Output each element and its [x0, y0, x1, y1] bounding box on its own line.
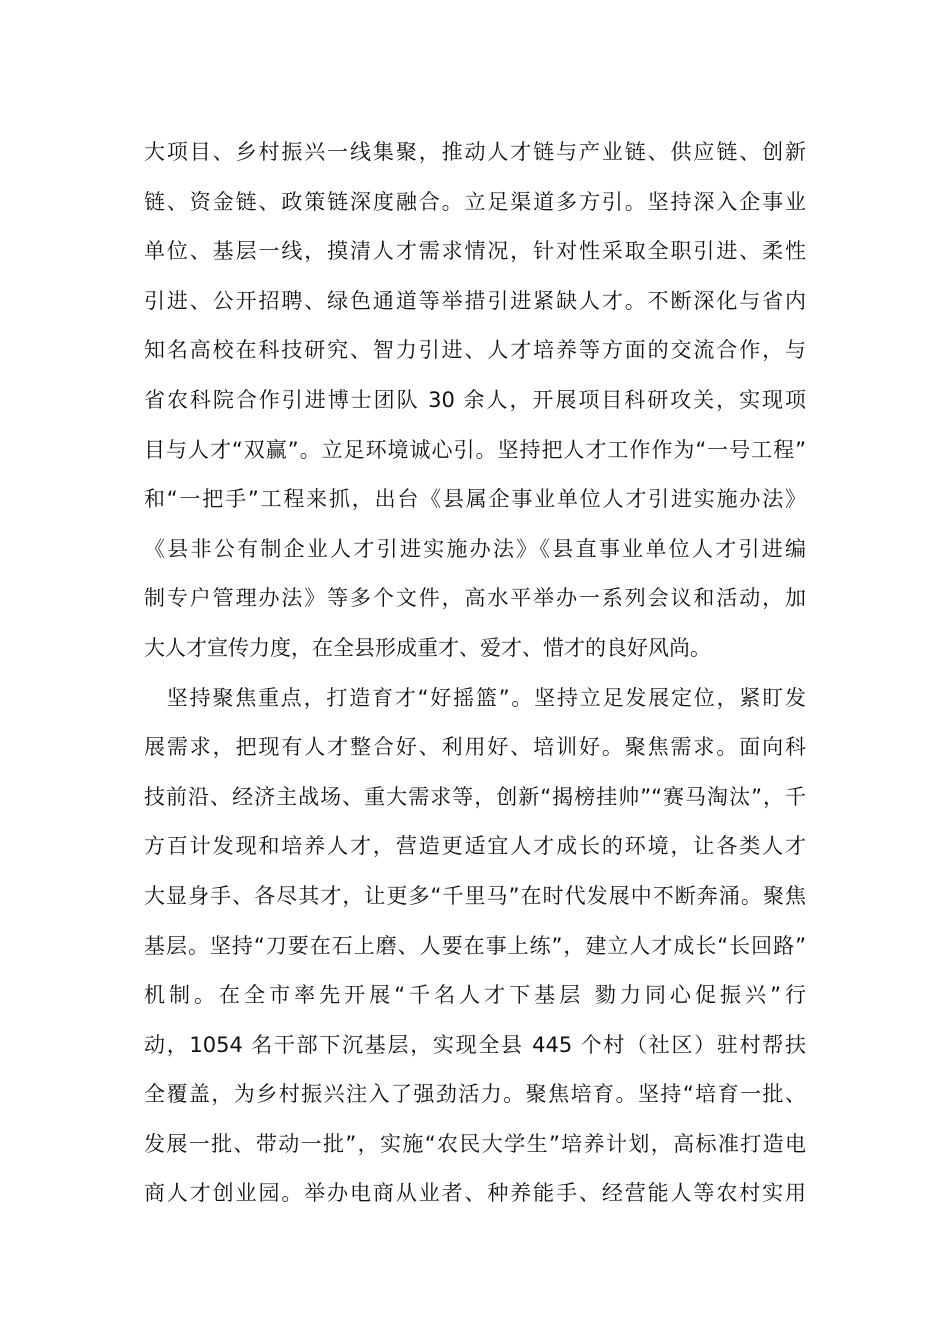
text-line: 和“一把手”工程来抓，出台《县属企事业单位人才引进实施办法》 [144, 487, 806, 512]
text-line: 大显身手、各尽其才，让更多“千里马”在时代发展中不断奔涌。聚焦 [144, 883, 806, 908]
text-line: 单位、基层一线，摸清人才需求情况，针对性采取全职引进、柔性 [144, 239, 806, 264]
text-line: 动，1054 名干部下沉基层，实现全县 445 个村（社区）驻村帮扶 [144, 1032, 806, 1057]
text-line: 发展一批、带动一批”，实施“农民大学生”培养计划，高标准打造电 [144, 1131, 806, 1156]
text-line: 大人才宣传力度，在全县形成重才、爱才、惜才的良好风尚。 [144, 635, 711, 660]
text-line: 展需求，把现有人才整合好、利用好、培训好。聚焦需求。面向科 [144, 735, 806, 760]
text-line: 链、资金链、政策链深度融合。立足渠道多方引。坚持深入企事业 [144, 189, 806, 214]
text-line: 商人才创业园。举办电商从业者、种养能手、经营能人等农村实用 [144, 1181, 806, 1206]
text-line: 全覆盖，为乡村振兴注入了强劲活力。聚焦培育。坚持“培育一批、 [144, 1082, 806, 1107]
text-line: 引进、公开招聘、绿色通道等举措引进紧缺人才。不断深化与省内 [144, 288, 806, 313]
text-line: 基层。坚持“刀要在石上磨、人要在事上练”，建立人才成长“长回路” [144, 933, 806, 958]
text-line: 技前沿、经济主战场、重大需求等，创新“揭榜挂帅”“赛马淘汰”，千 [144, 784, 806, 809]
text-line: 知名高校在科技研究、智力引进、人才培养等方面的交流合作，与 [144, 338, 806, 363]
text-line: 机制。在全市率先开展“千名人才下基层 勠力同心促振兴”行 [144, 983, 806, 1008]
text-line: 《县非公有制企业人才引进实施办法》《县直事业单位人才引进编 [144, 536, 806, 561]
text-line: 方百计发现和培养人才，营造更适宜人才成长的环境，让各类人才 [144, 834, 806, 859]
text-line: 大项目、乡村振兴一线集聚，推动人才链与产业链、供应链、创新 [144, 140, 806, 164]
text-line: 制专户管理办法》等多个文件，高水平举办一系列会议和活动，加 [144, 586, 806, 611]
text-line: 坚持聚焦重点，打造育才“好摇篮”。坚持立足发展定位，紧盯发 [144, 685, 806, 710]
text-line: 目与人才“双赢”。立足环境诚心引。坚持把人才工作作为“一号工程” [144, 437, 806, 462]
text-line: 省农科院合作引进博士团队 30 余人，开展项目科研攻关，实现项 [144, 387, 806, 412]
body-text [144, 128, 806, 1219]
